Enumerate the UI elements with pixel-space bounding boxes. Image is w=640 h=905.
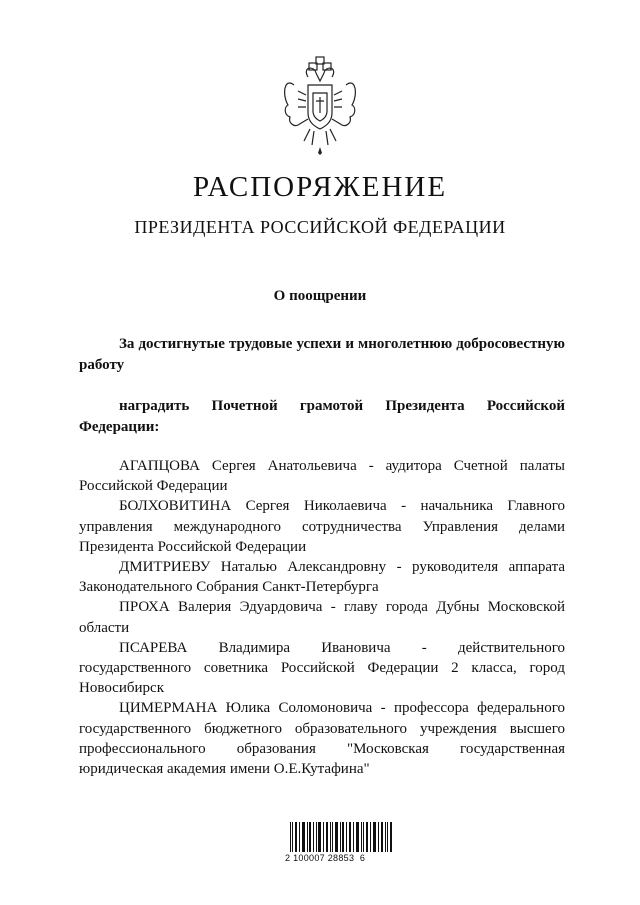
awardee-item: ДМИТРИЕВУ Наталью Александровну - руководителя аппарата Законодательного Собрания Санкт-Петербурга — [79, 559, 565, 596]
decision-paragraph: наградить Почетной грамотой Президента Российской Федерации: — [79, 398, 565, 435]
preamble-paragraph: За достигнутые трудовые успехи и многолетнюю добросовестную работу — [79, 336, 565, 373]
document-subject: О поощрении — [273, 288, 367, 304]
document-title: РАСПОРЯЖЕНИЕ — [192, 171, 448, 203]
barcode-number: 2 100007 28853 6 — [285, 853, 366, 863]
awardee-item: ПРОХА Валерия Эдуардовича - главу города Дубны Московской области — [79, 599, 565, 636]
awardee-item: ЦИМЕРМАНА Юлика Соломоновича - профессора федерального государственного бюджетного образовательного учреждения высшего профессионального образования "Московская государственная юридическая академия имени О.Е.Кутафина" — [79, 700, 565, 778]
awardee-item: БОЛХОВИТИНА Сергея Николаевича - начальника Главного управления международного сотрудничества Управления делами Президента Российской Федерации — [79, 498, 565, 555]
russian-coat-of-arms-icon — [278, 55, 362, 155]
barcode-icon — [290, 822, 392, 852]
document-subtitle: ПРЕЗИДЕНТА РОССИЙСКОЙ ФЕДЕРАЦИИ — [134, 217, 506, 237]
awardee-item: ПСАРЕВА Владимира Ивановича - действительного государственного советника Российской Федерации 2 класса, город Новосибирск — [79, 639, 565, 697]
awardee-item: АГАПЦОВА Сергея Анатольевича - аудитора Счетной палаты Российской Федерации — [79, 458, 565, 495]
awardee-list — [79, 456, 565, 779]
